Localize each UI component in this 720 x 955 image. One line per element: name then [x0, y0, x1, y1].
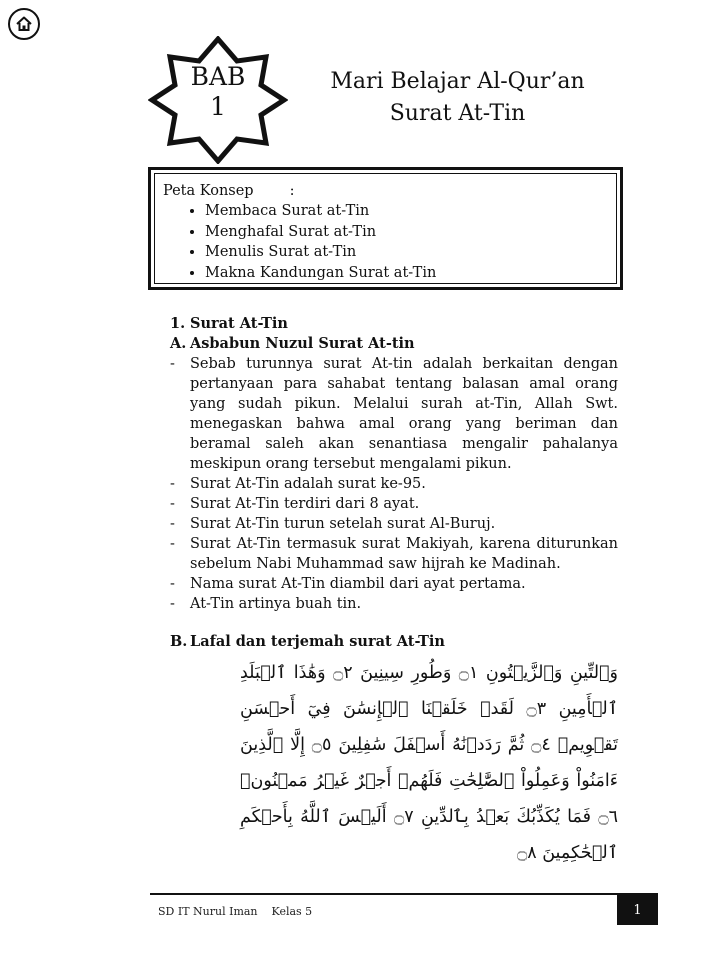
- list-item: [170, 474, 618, 494]
- list-item-text: Surat At-Tin termasuk surat Makiyah, karena diturunkan sebelum Nabi Muhammad saw hijrah ke Madinah.: [190, 536, 618, 572]
- home-button[interactable]: [8, 8, 40, 40]
- concept-map-box: [148, 167, 623, 290]
- list-item: [170, 534, 618, 574]
- dash-bullet: -: [170, 596, 175, 612]
- dash-bullet: -: [170, 516, 175, 532]
- concept-item: • Menulis Surat at-Tin: [205, 242, 608, 263]
- bab-number: 1: [210, 92, 226, 121]
- dash-bullet: -: [170, 576, 175, 592]
- list-item-text: Surat At-Tin adalah surat ke-95.: [190, 476, 426, 492]
- list-item-text: Sebab turunnya surat At-tin adalah berkaitan dengan pertanyaan para sahabat tentang balasan amal orang yang sudah pikun. Melalui surah at-Tin, Allah Swt. menegaskan bahwa amal orang yang beriman dan beramal saleh akan senantiasa mengalir pahalanya meskipun orang tersebut mengalami pikun.: [190, 356, 618, 472]
- dash-bullet: -: [170, 496, 175, 512]
- subsection-b-letter: B.: [170, 633, 188, 650]
- arabic-verses: وَٱلتِّينِ وَٱلزَّيۡتُونِ ۝١ وَطُورِ سِينِينَ ۝٢ وَهَٰذَا ٱلۡبَلَدِ ٱلۡأَمِينِ ۝٣ لَقَدۡ خَلَقۡنَا ٱلۡإِنسَٰنَ فِيٓ أَحۡسَنِ تَقۡوِيمٖ ۝٤ ثُمَّ رَدَدۡنَٰهُ أَسۡفَلَ سَٰفِلِينَ ۝٥ إِلَّا ٱلَّذِينَ ءَامَنُواْ وَعَمِلُواْ ٱلصَّٰلِحَٰتِ فَلَهُمۡ أَجۡرٌ غَيۡرُ مَمۡنُونٖ ۝٦ فَمَا يُكَذِّبُكَ بَعۡدُ بِٱلدِّينِ ۝٧ أَلَيۡسَ ٱللَّهُ بِأَحۡكَمِ ٱلۡحَٰكِمِينَ ۝٨: [240, 663, 619, 863]
- list-item-text: Nama surat At-Tin diambil dari ayat pertama.: [190, 576, 526, 592]
- section-heading: [170, 314, 618, 334]
- list-item: [170, 594, 618, 614]
- list-item: [170, 354, 618, 474]
- subsection-a-title: Asbabun Nuzul Surat At-tin: [190, 335, 415, 352]
- subsection-a-heading: [170, 334, 618, 354]
- bab-label: [148, 62, 288, 122]
- concept-item: • Membaca Surat at-Tin: [205, 201, 608, 222]
- subsection-b-title: Lafal dan terjemah surat At-Tin: [190, 633, 445, 650]
- title-line-1: Mari Belajar Al-Qur’an: [330, 69, 585, 94]
- page-title: [320, 66, 595, 130]
- concept-item: • Menghafal Surat at-Tin: [205, 222, 608, 243]
- bab-label-text: BAB: [190, 62, 246, 91]
- list-item: [170, 574, 618, 594]
- list-item-text: At-Tin artinya buah tin.: [190, 596, 362, 612]
- footer-text: [158, 905, 312, 918]
- asbabun-nuzul-list: [170, 354, 618, 614]
- concept-list: [163, 201, 608, 283]
- list-item: [170, 514, 618, 534]
- list-item: [170, 494, 618, 514]
- subsection-a-letter: A.: [170, 335, 187, 352]
- dash-bullet: -: [170, 356, 175, 372]
- home-icon: [14, 14, 34, 34]
- dash-bullet: -: [170, 476, 175, 492]
- section-number: 1.: [170, 315, 186, 332]
- concept-heading-text: Peta Konsep: [163, 183, 254, 199]
- page-number: 1: [617, 895, 658, 925]
- list-item-text: Surat At-Tin turun setelah surat Al-Buruj.: [190, 516, 496, 532]
- title-line-2: Surat At-Tin: [389, 101, 526, 126]
- footer-school: SD IT Nurul Iman: [158, 905, 258, 918]
- concept-item: • Makna Kandungan Surat at-Tin: [205, 263, 608, 284]
- list-item-text: Surat At-Tin terdiri dari 8 ayat.: [190, 496, 420, 512]
- main-content: [170, 314, 618, 652]
- concept-map-inner: [154, 173, 617, 284]
- footer-divider: [150, 893, 658, 895]
- concept-map-heading: [163, 181, 608, 201]
- concept-heading-colon: :: [289, 183, 295, 199]
- dash-bullet: -: [170, 536, 175, 552]
- section-title: Surat At-Tin: [190, 315, 288, 332]
- subsection-b-heading: [170, 632, 618, 652]
- footer-kelas: Kelas 5: [271, 905, 313, 918]
